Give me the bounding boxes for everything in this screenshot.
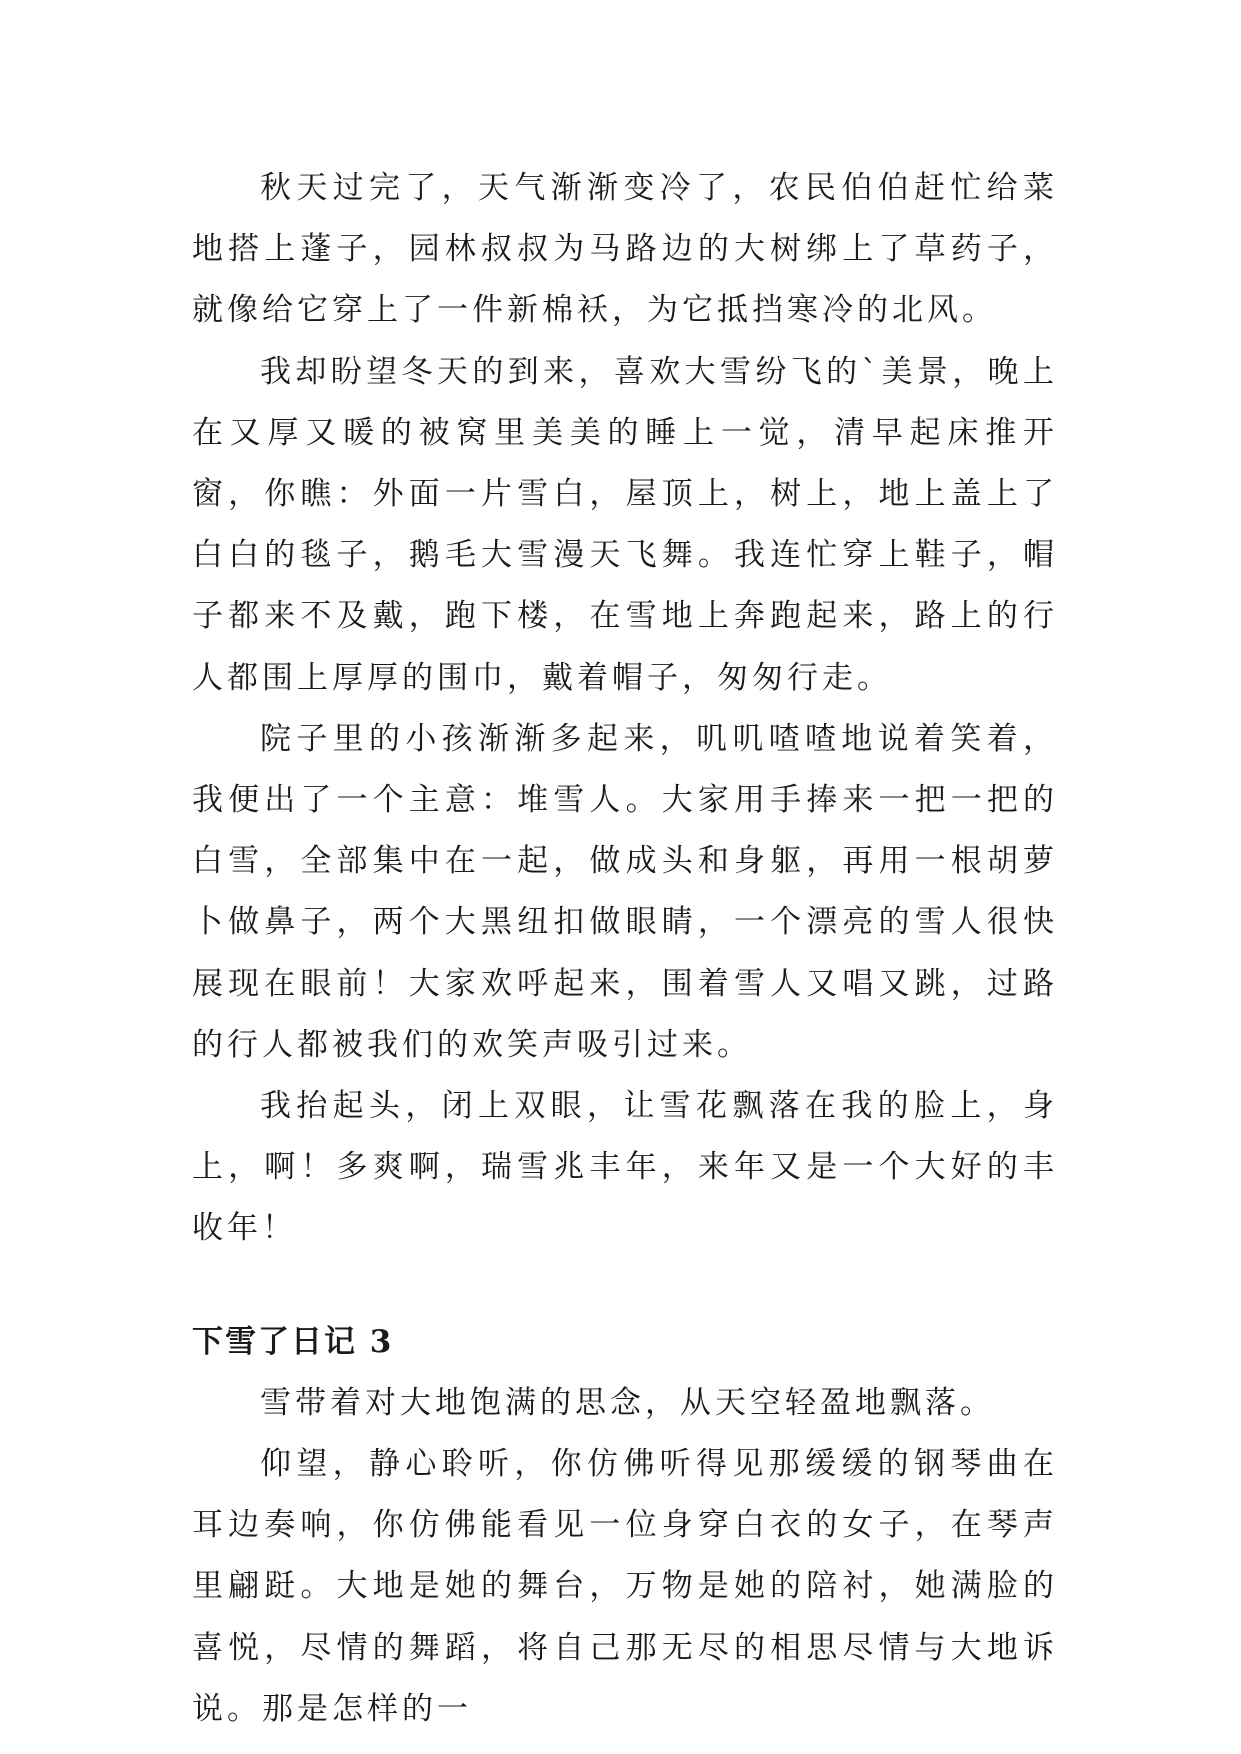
section-heading: 下雪了日记 3 [192,1323,394,1360]
document-body [192,158,1058,1740]
paragraph-listening-piano: 仰望，静心聆听，你仿佛听得见那缓缓的钢琴曲在耳边奏响，你仿佛能看见一位身穿白衣的女子，在琴声里翩跹。大地是她的舞台，万物是她的陪衬，她满脸的喜悦，尽情的舞蹈，将自己那无尽的相思尽情与大地诉说。那是怎样的一 [192,1446,1058,1727]
paragraph-building-snowman: 院子里的小孩渐渐多起来，叽叽喳喳地说着笑着，我便出了一个主意：堆雪人。大家用手捧来一把一把的白雪，全部集中在一起，做成头和身躯，再用一根胡萝卜做鼻子，两个大黑纽扣做眼睛，一个漂亮的雪人很快展现在眼前！大家欢呼起来，围着雪人又唱又跳，过路的行人都被我们的欢笑声吸引过来。 [192,720,1058,1063]
paragraph-snow-on-face: 我抬起头，闭上双眼，让雪花飘落在我的脸上，身上，啊！多爽啊，瑞雪兆丰年，来年又是一个大好的丰收年！ [192,1088,1058,1247]
paragraph-autumn-ends: 秋天过完了，天气渐渐变冷了，农民伯伯赶忙给菜地搭上蓬子，园林叔叔为马路边的大树绑上了草药子，就像给它穿上了一件新棉袄，为它抵挡寒冷的北风。 [192,170,1058,329]
paragraph-snow-falls: 雪带着对大地饱满的思念，从天空轻盈地飘落。 [260,1384,995,1421]
paragraph-looking-forward-to-winter: 我却盼望冬天的到来，喜欢大雪纷飞的`美景，晚上在又厚又暖的被窝里美美的睡上一觉，清早起床推开窗，你瞧：外面一片雪白，屋顶上，树上，地上盖上了白白的毯子，鹅毛大雪漫天飞舞。我连忙穿上鞋子，帽子都来不及戴，跑下楼，在雪地上奔跑起来，路上的行人都围上厚厚的围巾，戴着帽子，匆匆行走。 [192,353,1058,696]
